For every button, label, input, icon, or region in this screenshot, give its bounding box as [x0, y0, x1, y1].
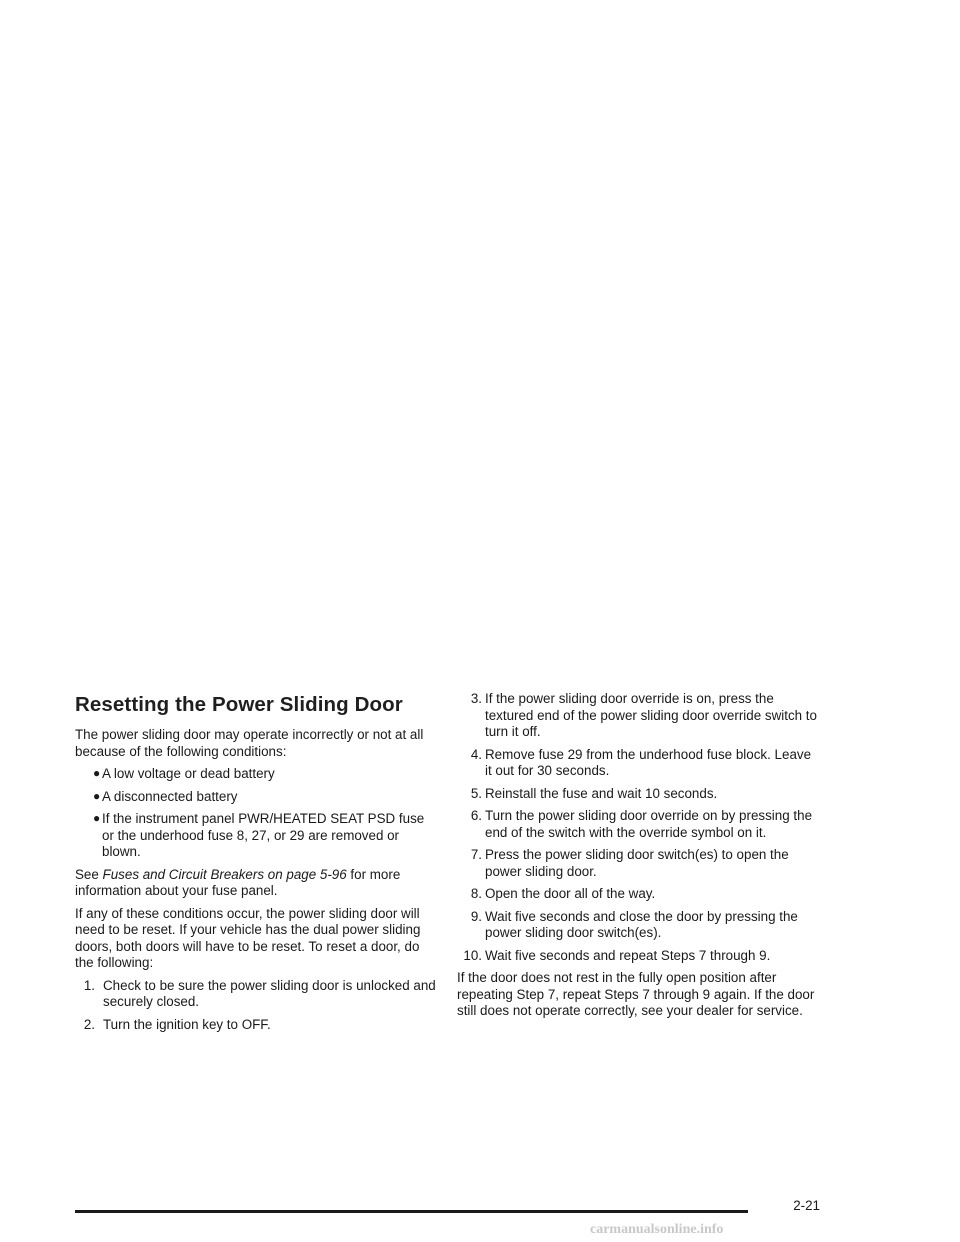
step-item: [457, 747, 819, 780]
step-item: [457, 948, 819, 965]
step-text: If the power sliding door override is on, press the textured end of the power sliding door override switch to turn it off.: [485, 691, 817, 739]
bullet-icon: ●: [93, 788, 101, 803]
right-column: [457, 691, 819, 1026]
step-text: Check to be sure the power sliding door is unlocked and securely closed.: [103, 977, 436, 1009]
footer-rule: [75, 1210, 748, 1213]
page-number: 2-21: [793, 1198, 820, 1213]
step-item: [75, 1017, 437, 1034]
step-number: 2.: [83, 1016, 95, 1032]
step-item: [457, 808, 819, 841]
bullet-text: If the instrument panel PWR/HEATED SEAT PSD fuse or the underhood fuse 8, 27, or 29 are removed or blown.: [102, 811, 425, 859]
fuses-cross-reference-link[interactable]: Fuses and Circuit Breakers on page 5-96: [102, 866, 347, 882]
step-text: Open the door all of the way.: [485, 886, 656, 901]
step-item: [75, 978, 437, 1011]
watermark-logo: carmanualsonline.info: [590, 1222, 724, 1237]
bullet-text: A disconnected battery: [102, 788, 238, 804]
step-number: 3.: [470, 691, 482, 706]
bullet-icon: ●: [93, 766, 101, 780]
step-number: 6.: [470, 808, 482, 823]
step-number: 10.: [463, 947, 482, 963]
bullet-item: [75, 766, 437, 783]
step-number: 8.: [470, 886, 482, 901]
bullet-icon: ●: [93, 811, 101, 825]
step-item: [457, 909, 819, 942]
bullet-item: [75, 811, 437, 861]
cross-reference-paragraph: [75, 867, 437, 900]
step-number: 4.: [470, 746, 482, 762]
step-text: Wait five seconds and close the door by pressing the power sliding door switch(es).: [485, 908, 798, 940]
step-text: Wait five seconds and repeat Steps 7 through 9.: [485, 947, 771, 963]
step-text: Press the power sliding door switch(es) to open the power sliding door.: [485, 847, 789, 879]
step-number: 9.: [470, 908, 482, 924]
left-column: [75, 691, 437, 1039]
closing-paragraph: If the door does not rest in the fully open position after repeating Step 7, repeat Steps 7 through 9 again. If the door still does not operate correctly, see your dealer for service.: [457, 970, 815, 1018]
step-item: [457, 691, 819, 741]
step-number: 1.: [83, 977, 95, 993]
see-prefix: See: [75, 866, 103, 882]
step-text: Turn the ignition key to OFF.: [103, 1016, 271, 1032]
section-title: Resetting the Power Sliding Door: [75, 693, 403, 716]
step-number: 5.: [470, 785, 482, 801]
bullet-item: [75, 789, 437, 806]
step-item: [457, 886, 819, 903]
step-text: Reinstall the fuse and wait 10 seconds.: [485, 785, 718, 801]
step-number: 7.: [470, 847, 482, 862]
intro-paragraph: The power sliding door may operate incorrectly or not at all because of the following conditions:: [75, 727, 424, 759]
step-item: [457, 786, 819, 803]
see-suffix: for more information about your fuse panel.: [75, 866, 401, 898]
reset-intro-paragraph: If any of these conditions occur, the power sliding door will need to be reset. If your vehicle has the dual power sliding doors, both doors will have to be reset. To reset a door, do the following:: [75, 905, 421, 970]
bullet-text: A low voltage or dead battery: [102, 766, 275, 781]
step-item: [457, 847, 819, 880]
step-text: Remove fuse 29 from the underhood fuse block. Leave it out for 30 seconds.: [485, 746, 812, 778]
step-text: Turn the power sliding door override on by pressing the end of the switch with the override symbol on it.: [485, 808, 813, 840]
